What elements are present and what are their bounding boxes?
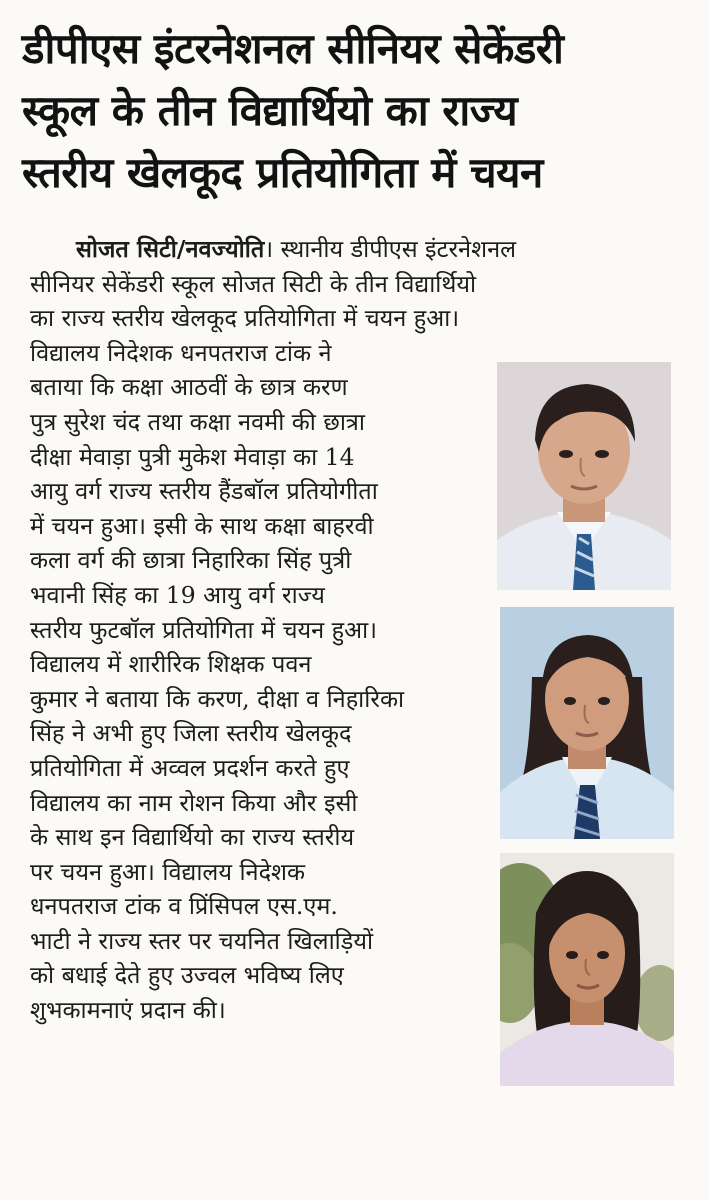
body-line: भवानी सिंह का 19 आयु वर्ग राज्य — [30, 580, 325, 609]
headline-line: स्कूल के तीन विद्यार्थियो का राज्य — [22, 86, 518, 135]
body-line: सीनियर सेकेंडरी स्कूल सोजत सिटी के तीन विद्यार्थियो — [30, 269, 477, 298]
student-portrait-image — [500, 607, 674, 839]
body-line — [30, 232, 680, 267]
body-line: सिंह ने अभी हुए जिला स्तरीय खेलकूद — [30, 719, 352, 748]
student-portrait-image — [497, 362, 671, 590]
body-line: आयु वर्ग राज्य स्तरीय हैंडबॉल प्रतियोगीता — [30, 477, 378, 506]
body-line: स्तरीय फुटबॉल प्रतियोगिता में चयन हुआ। — [30, 615, 378, 644]
headline-line: डीपीएस इंटरनेशनल सीनियर सेकेंडरी — [22, 24, 564, 73]
body-line: शुभकामनाएं प्रदान की। — [30, 996, 226, 1025]
headline-line: स्तरीय खेलकूद प्रतियोगिता में चयन — [22, 148, 543, 197]
headline — [22, 18, 692, 204]
body-line: पर चयन हुआ। विद्यालय निदेशक — [30, 857, 306, 886]
dateline: सोजत सिटी/नवज्योति — [76, 235, 265, 263]
body-line: भाटी ने राज्य स्तर पर चयनित खिलाड़ियों — [30, 926, 374, 955]
body-line: दीक्षा मेवाड़ा पुत्री मुकेश मेवाड़ा का 14 — [30, 442, 355, 471]
body-line: को बधाई देते हुए उज्वल भविष्य लिए — [30, 961, 344, 990]
body-line: में चयन हुआ। इसी के साथ कक्षा बाहरवी — [30, 511, 374, 540]
student-photo-diksha — [500, 607, 674, 839]
body-line: कला वर्ग की छात्रा निहारिका सिंह पुत्री — [30, 546, 352, 575]
student-photo-niharika — [500, 853, 674, 1086]
body-line: धनपतराज टांक व प्रिंसिपल एस.एम. — [30, 892, 338, 921]
body-line: प्रतियोगिता में अव्वल प्रदर्शन करते हुए — [30, 753, 350, 782]
body-line: विद्यालय का नाम रोशन किया और इसी — [30, 788, 358, 817]
body-line: विद्यालय निदेशक धनपतराज टांक ने — [30, 338, 332, 367]
body-line: बताया कि कक्षा आठवीं के छात्र करण — [30, 373, 348, 402]
student-portrait-image — [500, 853, 674, 1086]
body-line: पुत्र सुरेश चंद तथा कक्षा नवमी की छात्रा — [30, 407, 365, 436]
body-line-text: । स्थानीय डीपीएस इंटरनेशनल — [264, 235, 517, 263]
body-line: विद्यालय में शारीरिक शिक्षक पवन — [30, 650, 312, 679]
body-line: का राज्य स्तरीय खेलकूद प्रतियोगिता में चयन हुआ। — [30, 304, 460, 333]
body-line: के साथ इन विद्यार्थियो का राज्य स्तरीय — [30, 823, 355, 852]
student-photo-karan — [497, 362, 671, 590]
body-line: कुमार ने बताया कि करण, दीक्षा व निहारिका — [30, 684, 405, 713]
